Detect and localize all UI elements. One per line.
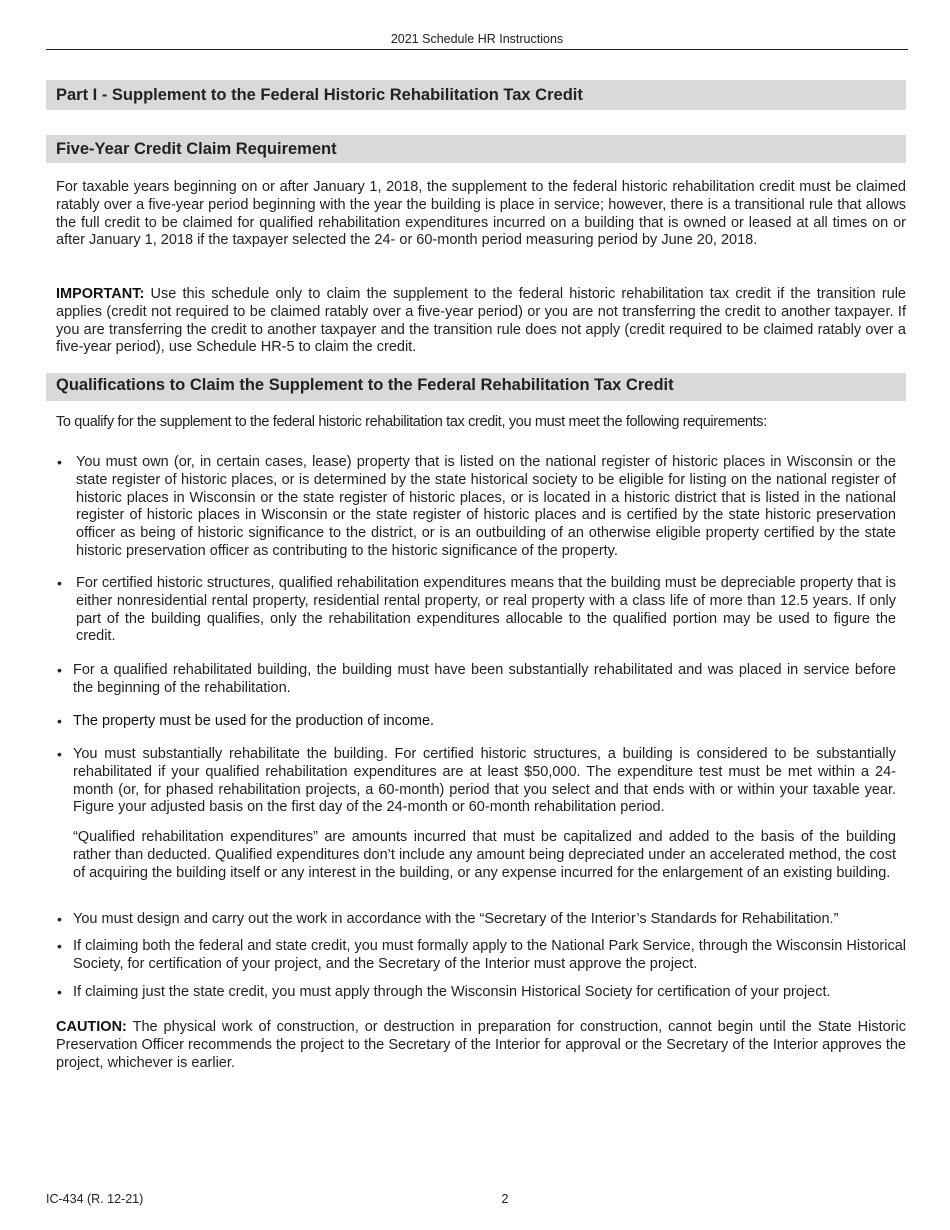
requirement-item: You must own (or, in certain cases, lease) property that is listed on the national register of historic places in Wisconsin or the state register of historic places, or is determined by the state historical society to be eligible for listing on the national register of historic places in Wisconsin or the state register of historic places, or is located in a historic district that is listed in the national register of historic places in Wisconsin or the state register of historic places and is certified by the state historic preservation officer as being of historic significance to the district, or is an outbuilding of an otherwise eligible property certified by the state historic preservation officer as contributing to the historic significance of the property. xyxy=(76,454,896,559)
requirement-item: For a qualified rehabilitated building, the building must have been substantially rehabilitated and was placed in service before the beginning of the rehabilitation. xyxy=(73,662,896,696)
qualifications-heading: Qualifications to Claim the Supplement to the Federal Rehabilitation Tax Credit xyxy=(46,373,906,401)
caution-text: The physical work of construction, or destruction in preparation for construction, cannot begin until the State Historic Preservation Officer recommends the project to the Secretary of the Interior for approval or the Secretary of the Interior approves the project, whichever is earlier. xyxy=(56,1019,906,1071)
five-year-heading: Five-Year Credit Claim Requirement xyxy=(46,135,906,163)
important-text: Use this schedule only to claim the supplement to the federal historic rehabilitation tax credit if the transition rule applies (credit not required to be claimed ratably over a five-year period) or you are not transferring the credit to another taxpayer. If you are transferring the credit to another taxpayer and the transition rule does not apply (credit required to be claimed ratably over a five-year period), use Schedule HR-5 to claim the credit. xyxy=(56,286,906,356)
bullet-marker: • xyxy=(57,746,62,762)
important-note xyxy=(56,286,906,357)
caution-label: CAUTION: xyxy=(56,1019,127,1035)
qualifications-intro: To qualify for the supplement to the federal historic rehabilitation tax credit, you must meet the following requirements: xyxy=(56,414,767,430)
requirement-item: You must substantially rehabilitate the building. For certified historic structures, a building is considered to be substantially rehabilitated if your qualified rehabilitation expenditures are at least $50,000. The expenditure test must be met within a 24-month (or, for phased rehabilitation projects, a 60-month) period that you select and that ends with or within your taxable year. Figure your adjusted basis on the first day of the 24-month or 60-month rehabilitation period. xyxy=(73,746,896,816)
bullet-marker: • xyxy=(57,454,62,470)
qre-definition: “Qualified rehabilitation expenditures” are amounts incurred that must be capitalized and added to the basis of the building rather than deducted. Qualified expenditures don’t include any amount being depreciated under an accelerated method, the cost of acquiring the building itself or any interest in the building, or any expense incurred for the enlargement of an existing building. xyxy=(73,829,896,881)
bullet-marker: • xyxy=(57,984,62,1000)
page-number: 2 xyxy=(501,1192,509,1206)
header-rule xyxy=(46,49,908,50)
part-1-heading: Part I - Supplement to the Federal Historic Rehabilitation Tax Credit xyxy=(46,80,906,110)
requirement-item: For certified historic structures, qualified rehabilitation expenditures means that the building must be depreciable property that is either nonresidential rental property, residential rental property, or real property with a class life of more than 12.5 years. If only part of the building qualifies, only the rehabilitation expenditures allocable to the qualified portion may be used to figure the credit. xyxy=(76,575,896,645)
important-label: IMPORTANT: xyxy=(56,286,145,302)
form-id: IC-434 (R. 12-21) xyxy=(46,1192,144,1206)
bullet-marker: • xyxy=(57,713,62,729)
requirement-item: If claiming just the state credit, you must apply through the Wisconsin Historical Society for certification of your project. xyxy=(73,984,831,1000)
bullet-marker: • xyxy=(57,575,62,591)
bullet-marker: • xyxy=(57,938,62,954)
five-year-paragraph: For taxable years beginning on or after January 1, 2018, the supplement to the federal historic rehabilitation credit must be claimed ratably over a five-year period beginning with the year the building is place in service; however, there is a transitional rule that allows the full credit to be claimed for qualified rehabilitation expenditures incurred on a building that is owned or leased at all times on or after January 1, 2018 if the taxpayer selected the 24- or 60-month period measuring period by June 20, 2018. xyxy=(56,179,906,249)
bullet-marker: • xyxy=(57,662,62,678)
bullet-marker: • xyxy=(57,911,62,927)
requirement-item: The property must be used for the production of income. xyxy=(73,713,435,729)
running-head-title: 2021 Schedule HR Instructions xyxy=(390,32,564,46)
caution-note xyxy=(56,1019,906,1072)
requirement-item: You must design and carry out the work in accordance with the “Secretary of the Interior’s Standards for Rehabilitation.” xyxy=(73,911,839,927)
requirement-item: If claiming both the federal and state credit, you must formally apply to the National Park Service, through the Wisconsin Historical Society, for certification of your project, and the Secretary of the Interior must approve the project. xyxy=(73,938,906,972)
